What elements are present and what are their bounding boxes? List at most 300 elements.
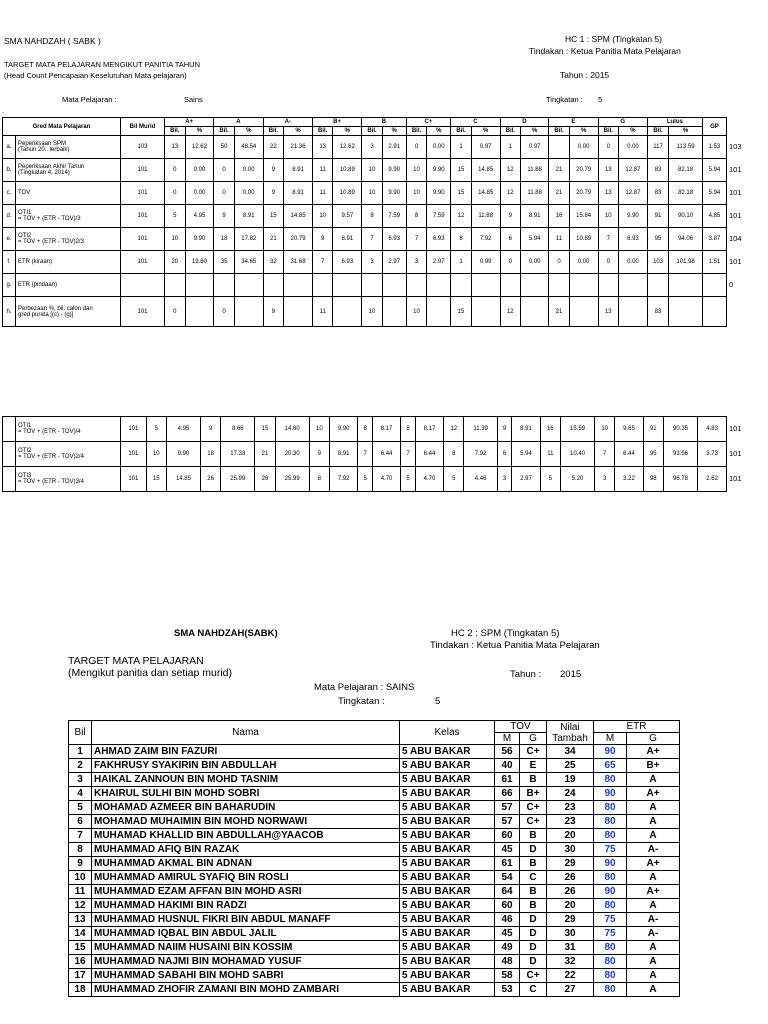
row-value <box>312 274 333 297</box>
tov-grade: D <box>520 843 547 857</box>
row-desc-line2: = TOV + (ETR - TOV)2/3 <box>18 239 84 245</box>
hc1-title2: (Head Count Pencapaian Keseluruhan Mata pelajaran) <box>4 71 187 80</box>
tov-grade: C+ <box>520 969 547 983</box>
header-pct: % <box>234 127 263 136</box>
header-bil: Bil <box>69 721 92 745</box>
hc2-year: 2015 <box>560 669 582 680</box>
row-key: d. <box>3 205 16 228</box>
row-value: 20.79 <box>569 159 598 182</box>
value-added: 23 <box>547 815 594 829</box>
row-value <box>647 274 669 297</box>
row-value: 31.68 <box>284 251 313 274</box>
header-grade-4: B <box>362 118 407 127</box>
row-value: 9.90 <box>329 417 358 442</box>
row-value: 5 <box>146 417 166 442</box>
row-value: 20 <box>165 251 186 274</box>
row-value: 5 <box>165 205 186 228</box>
student-no: 12 <box>69 899 92 913</box>
header-pct: % <box>185 127 214 136</box>
row-value: 10.89 <box>569 228 598 251</box>
row-value <box>500 274 521 297</box>
row-value: 9.90 <box>185 228 214 251</box>
row-desc <box>16 297 121 327</box>
value-added: 24 <box>547 787 594 801</box>
tov-mark: 61 <box>495 857 520 871</box>
row-desc-line1: TOV <box>18 190 31 196</box>
row-value: 91 <box>647 205 669 228</box>
table-row <box>3 251 727 274</box>
row-value: 10 <box>309 417 329 442</box>
value-added: 20 <box>547 829 594 843</box>
oti-table <box>2 416 727 492</box>
row-value: 25.99 <box>275 467 309 492</box>
row-value: 8 <box>406 205 427 228</box>
row-value: 7 <box>312 251 333 274</box>
row-desc-line1: OTI3 <box>18 473 32 479</box>
row-desc <box>16 136 121 159</box>
tov-mark: 45 <box>495 843 520 857</box>
row-gp: 2.62 <box>698 467 727 492</box>
row-value: 5 <box>401 467 415 492</box>
row-value: 21 <box>255 442 275 467</box>
student-name: FAKHRUSY SYAKIRIN BIN ABDULLAH <box>92 759 400 773</box>
header-etr: ETR <box>594 721 680 733</box>
row-value <box>471 274 500 297</box>
value-added: 20 <box>547 899 594 913</box>
etr-grade: A- <box>627 913 680 927</box>
tov-grade: C+ <box>520 801 547 815</box>
etr-grade: A <box>627 899 680 913</box>
row-value: 0 <box>598 251 619 274</box>
student-no: 13 <box>69 913 92 927</box>
row-value: 8.17 <box>372 417 401 442</box>
row-value: 0 <box>165 297 186 327</box>
row-value: 12 <box>500 159 521 182</box>
row-value: 0 <box>214 297 235 327</box>
row-value: 6.93 <box>619 228 648 251</box>
student-no: 6 <box>69 815 92 829</box>
tov-grade: C+ <box>520 815 547 829</box>
header-grade-8: E <box>549 118 598 127</box>
hc1-grade-label: Tingkatan : <box>546 95 583 104</box>
row-value: 11.88 <box>521 159 549 182</box>
row-value <box>569 274 598 297</box>
value-added: 30 <box>547 927 594 941</box>
student-class: 5 ABU BAKAR <box>400 941 495 955</box>
row-value: 10 <box>165 228 186 251</box>
hc2-grade-label: Tingkatan : <box>338 696 385 707</box>
row-value: 22 <box>263 136 284 159</box>
student-name: MUHAMMAD IQBAL BIN ABDUL JALIL <box>92 927 400 941</box>
row-value <box>263 274 284 297</box>
header-nama: Nama <box>92 721 400 745</box>
row-value: 5.94 <box>521 228 549 251</box>
row-value <box>549 274 570 297</box>
student-row <box>69 843 680 857</box>
hc1-subject: Sains <box>184 95 203 104</box>
row-value: 9.90 <box>427 182 451 205</box>
row-value: 4.95 <box>166 417 200 442</box>
value-added: 25 <box>547 759 594 773</box>
row-extra: 101 <box>729 165 742 174</box>
value-added: 30 <box>547 843 594 857</box>
header-pct: % <box>427 127 451 136</box>
student-class: 5 ABU BAKAR <box>400 969 495 983</box>
row-gp: 1.53 <box>702 136 726 159</box>
row-value: 8 <box>362 205 383 228</box>
tov-mark: 58 <box>495 969 520 983</box>
row-value <box>619 297 648 327</box>
etr-mark: 80 <box>594 871 627 885</box>
tov-grade: D <box>520 941 547 955</box>
row-value: 7 <box>598 228 619 251</box>
tov-mark: 60 <box>495 899 520 913</box>
row-value: 11 <box>312 182 333 205</box>
row-value: 0.00 <box>185 159 214 182</box>
etr-grade: A <box>627 983 680 997</box>
student-row <box>69 815 680 829</box>
table-row <box>3 159 727 182</box>
row-value: 10 <box>146 442 166 467</box>
header-grade-2: A- <box>263 118 312 127</box>
row-value: 7.59 <box>427 205 451 228</box>
row-value: 8.91 <box>284 159 313 182</box>
student-name: MUHAMMAD SABAHI BIN MOHD SABRI <box>92 969 400 983</box>
row-value: 15 <box>255 417 275 442</box>
row-value: 8 <box>401 417 415 442</box>
etr-mark: 90 <box>594 857 627 871</box>
tov-mark: 60 <box>495 829 520 843</box>
value-added: 34 <box>547 745 594 759</box>
student-name: MUHAMMAD EZAM AFFAN BIN MOHD ASRI <box>92 885 400 899</box>
row-value: 15 <box>146 467 166 492</box>
row-murid <box>121 274 165 297</box>
student-no: 2 <box>69 759 92 773</box>
headcount-table <box>2 117 727 327</box>
row-murid: 101 <box>121 297 165 327</box>
row-value: 15 <box>263 205 284 228</box>
row-murid: 101 <box>121 442 147 467</box>
row-value: 15 <box>451 297 472 327</box>
header-bil: Bil. <box>165 127 186 136</box>
table-row <box>3 205 727 228</box>
row-murid: 101 <box>121 467 147 492</box>
student-no: 17 <box>69 969 92 983</box>
row-value: 14.85 <box>471 159 500 182</box>
table-row <box>3 274 727 297</box>
row-murid: 101 <box>121 417 147 442</box>
row-value: 90.35 <box>663 417 697 442</box>
etr-mark: 75 <box>594 913 627 927</box>
table-row <box>3 467 727 492</box>
student-row <box>69 913 680 927</box>
row-value <box>185 297 214 327</box>
row-value: 9 <box>309 442 329 467</box>
row-desc-line1: Peperiksaan Akhir Tahun <box>18 164 85 170</box>
student-no: 7 <box>69 829 92 843</box>
header-nilai <box>547 721 594 745</box>
row-value: 15.59 <box>560 417 594 442</box>
row-value: 5.94 <box>512 442 541 467</box>
row-value: 13 <box>598 182 619 205</box>
row-value: 4.46 <box>464 467 498 492</box>
row-murid: 101 <box>121 228 165 251</box>
tov-mark: 40 <box>495 759 520 773</box>
row-value: 6.93 <box>333 251 362 274</box>
tov-grade: B+ <box>520 787 547 801</box>
row-value: 12 <box>500 297 521 327</box>
tov-grade: B <box>520 773 547 787</box>
value-added: 32 <box>547 955 594 969</box>
row-murid: 101 <box>121 159 165 182</box>
tov-mark: 56 <box>495 745 520 759</box>
header-bil: Bil. <box>451 127 472 136</box>
row-key <box>3 467 16 492</box>
etr-mark: 65 <box>594 759 627 773</box>
value-added: 27 <box>547 983 594 997</box>
row-desc-line1: Peperiksaan SPM <box>18 141 67 147</box>
header-bil: Bil. <box>312 127 333 136</box>
tov-mark: 61 <box>495 773 520 787</box>
row-extra: 101 <box>729 449 742 458</box>
row-extra: 101 <box>729 424 742 433</box>
header-bil-murid: Bil Murid <box>121 118 165 136</box>
student-row <box>69 983 680 997</box>
row-value: 12.87 <box>619 182 648 205</box>
tov-mark: 64 <box>495 885 520 899</box>
header-pct: % <box>669 127 703 136</box>
row-value: 113.59 <box>669 136 703 159</box>
row-value: 6 <box>500 228 521 251</box>
row-value: 25.99 <box>221 467 255 492</box>
row-value: 7 <box>401 442 415 467</box>
student-name: MUHAMMAD ZHOFIR ZAMANI BIN MOHD ZAMBARI <box>92 983 400 997</box>
row-gp <box>702 297 726 327</box>
row-value: 0 <box>214 182 235 205</box>
row-desc-line2: = TOV + (ETR - TOV)/3 <box>18 216 81 222</box>
row-value <box>333 274 362 297</box>
row-value: 8.17 <box>415 417 444 442</box>
student-name: MUHAMMAD HUSNUL FIKRI BIN ABDUL MANAFF <box>92 913 400 927</box>
row-extra: 103 <box>729 142 742 151</box>
etr-mark: 80 <box>594 829 627 843</box>
row-value: 8.91 <box>512 417 541 442</box>
header-pct: % <box>471 127 500 136</box>
row-value <box>234 297 263 327</box>
row-value: 48.54 <box>234 136 263 159</box>
header-bil: Bil. <box>598 127 619 136</box>
row-value: 16 <box>549 205 570 228</box>
student-no: 15 <box>69 941 92 955</box>
student-name: MOHAMAD MUHAIMIN BIN MOHD NORWAWI <box>92 815 400 829</box>
row-value: 12.62 <box>333 136 362 159</box>
header-pct: % <box>569 127 598 136</box>
row-value: 6.44 <box>615 442 644 467</box>
student-name: MUHAMMAD NAIIM HUSAINI BIN KOSSIM <box>92 941 400 955</box>
tov-grade: D <box>520 927 547 941</box>
row-value: 6 <box>497 442 511 467</box>
row-value: 12.62 <box>185 136 214 159</box>
header-pct: % <box>333 127 362 136</box>
etr-grade: A <box>627 941 680 955</box>
tov-grade: B <box>520 857 547 871</box>
student-no: 9 <box>69 857 92 871</box>
row-desc <box>16 442 121 467</box>
row-value: 8.91 <box>329 442 358 467</box>
row-value: 8 <box>451 228 472 251</box>
row-value: 21 <box>549 182 570 205</box>
row-desc-line1: Perbezaan %, bil. calon dan <box>18 305 93 312</box>
row-value: 7.92 <box>464 442 498 467</box>
row-value: 6.44 <box>372 442 401 467</box>
row-value: 10 <box>406 182 427 205</box>
row-value: 15.84 <box>569 205 598 228</box>
student-no: 10 <box>69 871 92 885</box>
etr-grade: A <box>627 969 680 983</box>
row-value: 12 <box>451 205 472 228</box>
etr-grade: A <box>627 955 680 969</box>
student-class: 5 ABU BAKAR <box>400 983 495 997</box>
header-kelas: Kelas <box>400 721 495 745</box>
value-added: 31 <box>547 941 594 955</box>
row-value: 10 <box>406 297 427 327</box>
row-desc-line1: ETR (kiraan) <box>18 259 53 265</box>
row-value: 16 <box>540 417 560 442</box>
row-value <box>362 274 383 297</box>
header-pct: % <box>619 127 648 136</box>
row-value: 7 <box>358 442 372 467</box>
header-tov-g: G <box>520 733 547 745</box>
row-extra: 104 <box>729 234 742 243</box>
row-value: 8.66 <box>221 417 255 442</box>
row-value <box>284 274 313 297</box>
row-value: 4.70 <box>372 467 401 492</box>
hc1-title1: TARGET MATA PELAJARAN MENGIKUT PANITIA TAHUN <box>4 60 201 69</box>
row-murid: 101 <box>121 182 165 205</box>
row-value: 13 <box>598 297 619 327</box>
row-value: 5 <box>444 467 464 492</box>
value-added: 29 <box>547 857 594 871</box>
student-row <box>69 899 680 913</box>
row-value: 20.79 <box>569 182 598 205</box>
header-gred: Gred Mata Pelajaran <box>3 118 121 136</box>
row-value: 10 <box>362 182 383 205</box>
etr-mark: 80 <box>594 815 627 829</box>
etr-grade: A- <box>627 927 680 941</box>
row-value: 8 <box>444 442 464 467</box>
table-row <box>3 442 727 467</box>
student-name: MUHAMMAD AFIQ BIN RAZAK <box>92 843 400 857</box>
header-etr-g: G <box>627 733 680 745</box>
row-value: 101.98 <box>669 251 703 274</box>
etr-mark: 90 <box>594 787 627 801</box>
row-value: 0 <box>500 251 521 274</box>
row-value <box>451 274 472 297</box>
row-value: 34.65 <box>234 251 263 274</box>
hc1-action: Tindakan : Ketua Panitia Mata Pelajaran <box>529 46 681 56</box>
etr-mark: 80 <box>594 773 627 787</box>
row-value: 10.89 <box>333 159 362 182</box>
student-class: 5 ABU BAKAR <box>400 773 495 787</box>
student-class: 5 ABU BAKAR <box>400 899 495 913</box>
header-bil: Bil. <box>263 127 284 136</box>
header-pct: % <box>284 127 313 136</box>
hc1-subject-label: Mata Pelajaran : <box>62 95 117 104</box>
row-value: 0.00 <box>521 251 549 274</box>
student-class: 5 ABU BAKAR <box>400 927 495 941</box>
etr-mark: 90 <box>594 885 627 899</box>
etr-grade: B+ <box>627 759 680 773</box>
row-key: a. <box>3 136 16 159</box>
hc1-year: Tahun : 2015 <box>560 70 610 80</box>
student-row <box>69 871 680 885</box>
row-value: 21.36 <box>284 136 313 159</box>
etr-mark: 80 <box>594 983 627 997</box>
student-class: 5 ABU BAKAR <box>400 745 495 759</box>
tov-grade: D <box>520 955 547 969</box>
student-class: 5 ABU BAKAR <box>400 759 495 773</box>
row-value: 6.93 <box>382 228 406 251</box>
header-grade-1: A <box>214 118 263 127</box>
student-row <box>69 927 680 941</box>
row-value: 0.99 <box>471 251 500 274</box>
student-name: AHMAD ZAIM BIN FAZURI <box>92 745 400 759</box>
header-nilai-2: Tambah <box>552 732 588 744</box>
row-value: 13 <box>598 159 619 182</box>
etr-grade: A <box>627 871 680 885</box>
etr-grade: A <box>627 801 680 815</box>
row-value: 20.79 <box>284 228 313 251</box>
row-value: 83 <box>647 297 669 327</box>
header-pct: % <box>382 127 406 136</box>
row-value <box>619 274 648 297</box>
row-value: 12.87 <box>619 159 648 182</box>
row-value: 3 <box>406 251 427 274</box>
student-name: MUHAMAD KHALLID BIN ABDULLAH@YAACOB <box>92 829 400 843</box>
header-grade-5: C+ <box>406 118 451 127</box>
etr-grade: A <box>627 829 680 843</box>
table-row <box>3 136 727 159</box>
row-value: 91 <box>643 417 663 442</box>
student-row <box>69 969 680 983</box>
header-bil: Bil. <box>214 127 235 136</box>
tov-grade: B <box>520 885 547 899</box>
row-value: 1 <box>500 136 521 159</box>
row-gp <box>702 274 726 297</box>
row-value: 7 <box>362 228 383 251</box>
row-desc-line2: = TOV + (ETR - TOV)2/4 <box>18 454 84 460</box>
header-bil: Bil. <box>647 127 669 136</box>
header-bil: Bil. <box>549 127 570 136</box>
student-class: 5 ABU BAKAR <box>400 857 495 871</box>
student-name: MUHAMMAD HAKIMI BIN RADZI <box>92 899 400 913</box>
header-gp: GP <box>702 118 726 136</box>
row-value: 11 <box>312 159 333 182</box>
student-no: 14 <box>69 927 92 941</box>
row-desc <box>16 182 121 205</box>
row-desc <box>16 251 121 274</box>
etr-mark: 90 <box>594 745 627 759</box>
row-value: 13 <box>312 136 333 159</box>
row-value: 7 <box>406 228 427 251</box>
row-value: 98 <box>643 467 663 492</box>
row-value: 7 <box>595 442 615 467</box>
etr-mark: 75 <box>594 927 627 941</box>
tov-grade: B <box>520 829 547 843</box>
row-desc-line2: = TOV + (ETR - TOV)/4 <box>18 429 81 435</box>
student-row <box>69 773 680 787</box>
row-value: 5 <box>540 467 560 492</box>
